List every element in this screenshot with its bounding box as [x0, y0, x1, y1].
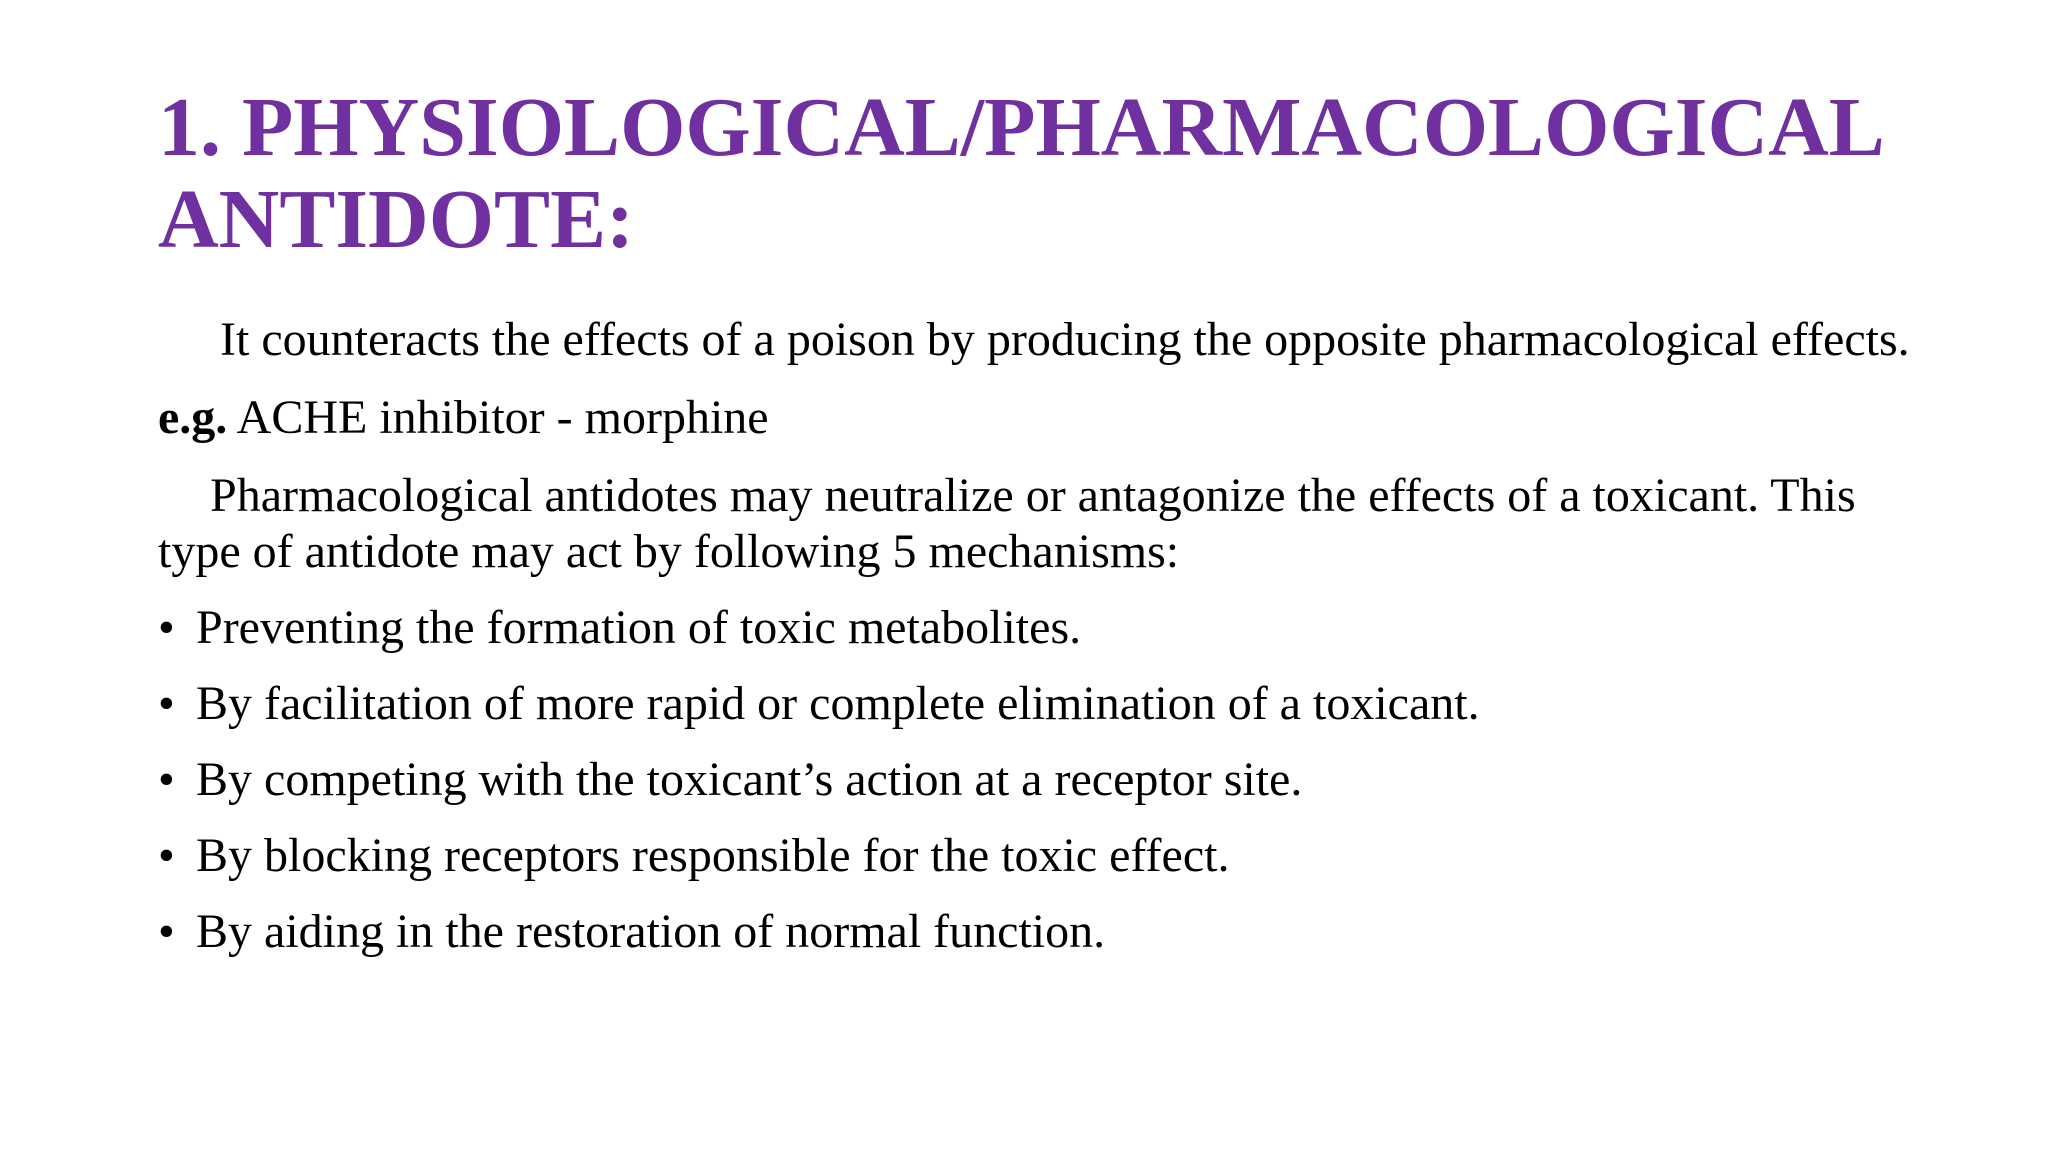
slide-title	[158, 82, 2018, 266]
list-item-text: By facilitation of more rapid or complete elimination of a toxicant.	[196, 677, 1480, 730]
list-item-text: By blocking receptors responsible for the toxic effect.	[196, 829, 1230, 882]
list-item-text: By competing with the toxicant’s action at a receptor site.	[196, 753, 1303, 806]
list-item-text: Preventing the formation of toxic metabolites.	[196, 601, 1082, 654]
list-item	[158, 600, 1918, 656]
list-item	[158, 676, 1918, 732]
slide-title-line-1: 1. PHYSIOLOGICAL/PHARMACOLOGICAL	[158, 81, 1885, 174]
bullet-icon: •	[158, 905, 175, 958]
bullet-icon: •	[158, 829, 175, 882]
bullet-icon: •	[158, 753, 175, 806]
mechanisms-list	[158, 600, 1918, 960]
example-text: ACHE inhibitor - morphine	[227, 391, 769, 444]
bullet-icon: •	[158, 677, 175, 730]
slide-body	[158, 312, 1918, 980]
slide-title-line-2: ANTIDOTE:	[158, 173, 635, 266]
example-line	[158, 390, 1918, 446]
list-item-text: By aiding in the restoration of normal function.	[196, 905, 1106, 958]
mechanisms-intro-paragraph: Pharmacological antidotes may neutralize or antagonize the effects of a toxicant. This type of antidote may act by following 5 mechanisms:	[158, 469, 1856, 578]
definition-paragraph: It counteracts the effects of a poison by producing the opposite pharmacological effects.	[220, 313, 1910, 366]
list-item	[158, 828, 1918, 884]
list-item	[158, 752, 1918, 808]
example-label: e.g.	[158, 391, 228, 444]
list-item	[158, 904, 1918, 960]
bullet-icon: •	[158, 601, 175, 654]
